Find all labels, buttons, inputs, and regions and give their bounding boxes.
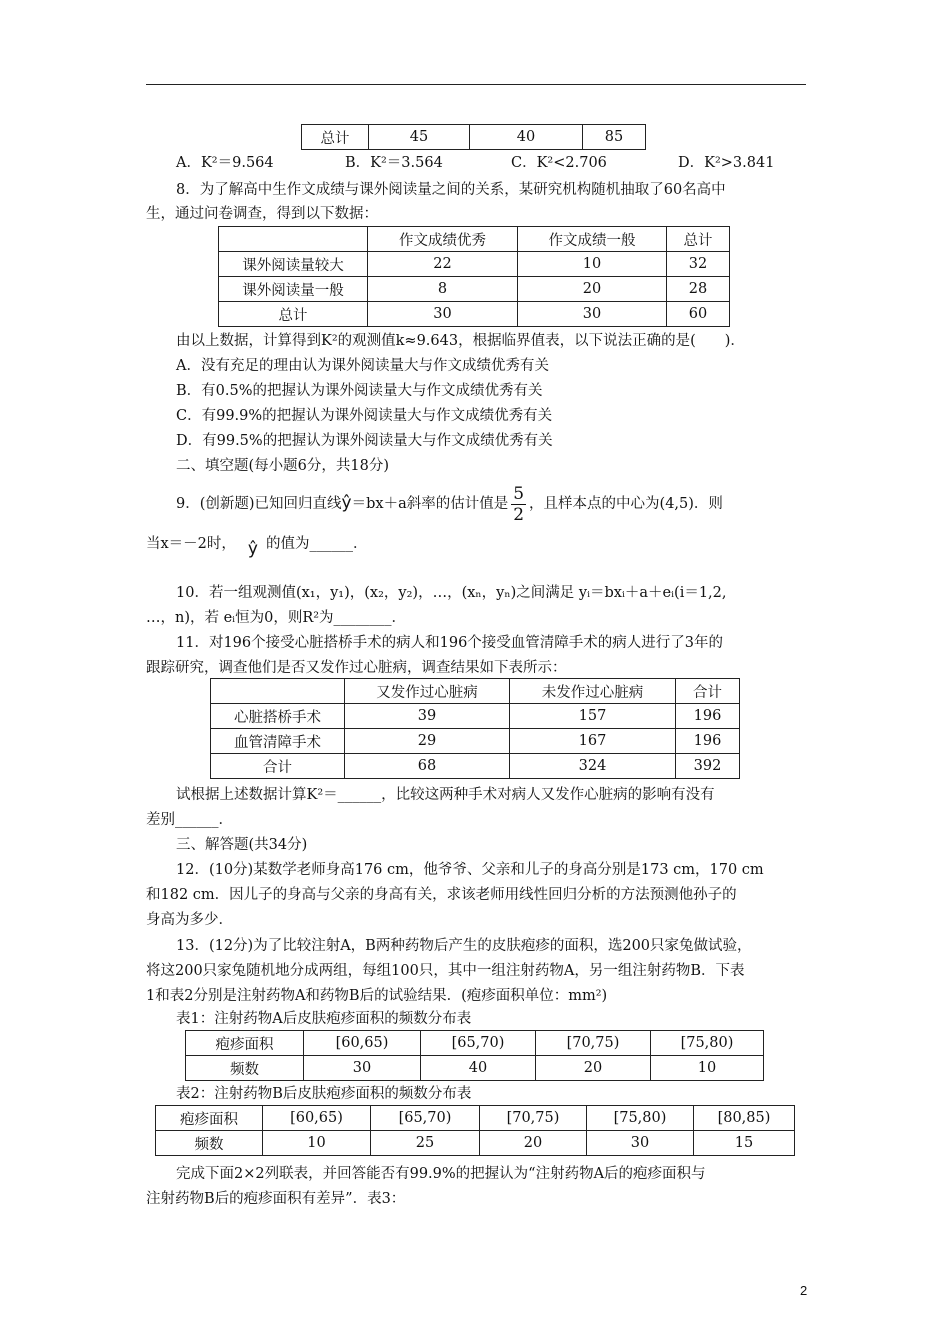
table-cell: 20 bbox=[480, 1131, 587, 1156]
q13-table1 bbox=[185, 1030, 764, 1081]
table-cell bbox=[211, 679, 345, 704]
table-cell: 196 bbox=[676, 729, 740, 754]
y-hat-symbol: ŷ bbox=[341, 493, 352, 513]
q9-text: 9．(创新题)已知回归直线 bbox=[176, 496, 342, 512]
q13-table2 bbox=[155, 1105, 795, 1156]
q7-option-c: C．K²<2.706 bbox=[511, 155, 607, 171]
q9-text: ，且样本点的中心为(4,5)．则 bbox=[529, 496, 723, 512]
q9-line2 bbox=[146, 532, 368, 559]
table-cell: 85 bbox=[583, 125, 646, 150]
table-cell: 30 bbox=[368, 302, 518, 327]
table-cell: 合计 bbox=[211, 754, 345, 779]
table-row bbox=[156, 1106, 795, 1131]
table-cell: 15 bbox=[694, 1131, 795, 1156]
fraction-denominator: 2 bbox=[513, 504, 525, 525]
header-rule bbox=[146, 84, 806, 85]
table-row bbox=[211, 729, 740, 754]
q10-line1: 10．若一组观测值(x₁，y₁)，(x₂，y₂)，…，(xₙ，yₙ)之间满足 yᵢ＝bxᵢ＋a＋eᵢ(i＝1,2, bbox=[176, 585, 727, 601]
table-cell: 又发作过心脏病 bbox=[345, 679, 510, 704]
table-cell: 10 bbox=[651, 1056, 764, 1081]
table-cell: 324 bbox=[510, 754, 676, 779]
fraction bbox=[511, 484, 526, 525]
table-cell: 157 bbox=[510, 704, 676, 729]
table-cell: [65,70) bbox=[371, 1106, 480, 1131]
q8-option-d: D．有99.5%的把握认为课外阅读量大与作文成绩优秀有关 bbox=[176, 433, 553, 449]
table-cell: [60,65) bbox=[304, 1031, 421, 1056]
section-heading-fill-in: 二、填空题(每小题6分，共18分) bbox=[176, 458, 389, 474]
table-row bbox=[156, 1131, 795, 1156]
table-row bbox=[219, 277, 730, 302]
table-cell bbox=[219, 227, 368, 252]
table-cell: 心脏搭桥手术 bbox=[211, 704, 345, 729]
table-cell: 60 bbox=[667, 302, 730, 327]
table-cell: 196 bbox=[676, 704, 740, 729]
table-cell: 总计 bbox=[219, 302, 368, 327]
q13-task-line1: 完成下面2×2列联表，并回答能否有99.9%的把握认为“注射药物A后的疱疹面积与 bbox=[176, 1166, 706, 1182]
table-cell: [70,75) bbox=[480, 1106, 587, 1131]
q11-table bbox=[210, 678, 740, 779]
q8-option-c: C．有99.9%的把握认为课外阅读量大与作文成绩优秀有关 bbox=[176, 408, 553, 424]
table-cell: 45 bbox=[369, 125, 470, 150]
q11-question-cont: 差别______． bbox=[146, 812, 233, 828]
table-cell: 疱疹面积 bbox=[156, 1106, 263, 1131]
table-cell: 血管清障手术 bbox=[211, 729, 345, 754]
table-row bbox=[211, 679, 740, 704]
q12-line1: 12．(10分)某数学老师身高176 cm，他爷爷、父亲和儿子的身高分别是173 cm，170 cm bbox=[176, 862, 764, 878]
table-row bbox=[219, 227, 730, 252]
table-cell: 作文成绩优秀 bbox=[368, 227, 518, 252]
y-hat-symbol: ŷ bbox=[247, 539, 258, 559]
table-cell: 25 bbox=[371, 1131, 480, 1156]
table-cell: 课外阅读量一般 bbox=[219, 277, 368, 302]
table-cell: 392 bbox=[676, 754, 740, 779]
table-cell: 29 bbox=[345, 729, 510, 754]
table2-caption: 表2：注射药物B后皮肤疱疹面积的频数分布表 bbox=[176, 1086, 472, 1102]
q9-line1 bbox=[176, 483, 723, 525]
q8-line1: 8．为了解高中生作文成绩与课外阅读量之间的关系，某研究机构随机抽取了60名高中 bbox=[176, 182, 726, 198]
table-cell: 30 bbox=[587, 1131, 694, 1156]
q7-option-a: A．K²＝9.564 bbox=[176, 155, 274, 171]
q8-conclusion: 由以上数据，计算得到K²的观测值k≈9.643，根据临界值表，以下说法正确的是( )． bbox=[176, 333, 745, 349]
table-cell: 40 bbox=[470, 125, 583, 150]
fraction-numerator: 5 bbox=[513, 483, 525, 504]
q12-line2: 和182 cm．因儿子的身高与父亲的身高有关，求该老师用线性回归分析的方法预测他孙子的 bbox=[146, 887, 737, 903]
table-cell: 20 bbox=[518, 277, 667, 302]
table-cell: 疱疹面积 bbox=[186, 1031, 304, 1056]
table-cell: 22 bbox=[368, 252, 518, 277]
q7-option-b: B．K²＝3.564 bbox=[345, 155, 443, 171]
table-cell: 30 bbox=[304, 1056, 421, 1081]
table-cell: 课外阅读量较大 bbox=[219, 252, 368, 277]
q8-line2: 生，通过问卷调查，得到以下数据： bbox=[146, 206, 378, 222]
q11-line2: 跟踪研究，调查他们是否又发作过心脏病，调查结果如下表所示： bbox=[146, 660, 567, 676]
table-cell: [75,80) bbox=[651, 1031, 764, 1056]
table-row bbox=[219, 252, 730, 277]
q10-line2: …，n)，若 eᵢ恒为0，则R²为________． bbox=[146, 610, 407, 626]
table-cell: [80,85) bbox=[694, 1106, 795, 1131]
q9-text: ＝bx＋a斜率的估计值是 bbox=[351, 496, 509, 512]
q11-question: 试根据上述数据计算K²＝______，比较这两种手术对病人又发作心脏病的影响有没有 bbox=[176, 787, 715, 803]
top-summary-table bbox=[301, 124, 646, 150]
table-row bbox=[186, 1031, 764, 1056]
table-cell: 总计 bbox=[302, 125, 369, 150]
q13-line3: 1和表2分别是注射药物A和药物B后的试验结果．(疱疹面积单位：mm²) bbox=[146, 988, 608, 1004]
table-cell: 作文成绩一般 bbox=[518, 227, 667, 252]
table-cell: 10 bbox=[518, 252, 667, 277]
table-cell: [75,80) bbox=[587, 1106, 694, 1131]
table-cell: 10 bbox=[263, 1131, 371, 1156]
q13-line2: 将这200只家兔随机地分成两组，每组100只，其中一组注射药物A，另一组注射药物B．下表 bbox=[146, 963, 745, 979]
table-cell: [65,70) bbox=[421, 1031, 536, 1056]
table-cell: 未发作过心脏病 bbox=[510, 679, 676, 704]
table-cell: 20 bbox=[536, 1056, 651, 1081]
q8-table bbox=[218, 226, 730, 327]
q13-task-line2: 注射药物B后的疱疹面积有差异”．表3： bbox=[146, 1191, 406, 1207]
table-cell: 总计 bbox=[667, 227, 730, 252]
table-row bbox=[219, 302, 730, 327]
table-row bbox=[186, 1056, 764, 1081]
table-cell: 28 bbox=[667, 277, 730, 302]
q9-text: 的值为______． bbox=[265, 536, 368, 552]
table-cell: 39 bbox=[345, 704, 510, 729]
table-cell: 频数 bbox=[156, 1131, 263, 1156]
table-cell: [60,65) bbox=[263, 1106, 371, 1131]
q13-line1: 13．(12分)为了比较注射A，B两种药物后产生的皮肤疱疹的面积，选200只家兔做试验， bbox=[176, 938, 752, 954]
q11-line1: 11．对196个接受心脏搭桥手术的病人和196个接受血管清障手术的病人进行了3年的 bbox=[176, 635, 724, 651]
q12-line3: 身高为多少． bbox=[146, 912, 233, 928]
section-heading-solutions: 三、解答题(共34分) bbox=[176, 837, 308, 853]
table1-caption: 表1：注射药物A后皮肤疱疹面积的频数分布表 bbox=[176, 1011, 472, 1027]
table-cell: 32 bbox=[667, 252, 730, 277]
table-cell: 频数 bbox=[186, 1056, 304, 1081]
table-cell: [70,75) bbox=[536, 1031, 651, 1056]
table-cell: 合计 bbox=[676, 679, 740, 704]
table-cell: 40 bbox=[421, 1056, 536, 1081]
table-cell: 30 bbox=[518, 302, 667, 327]
table-cell: 68 bbox=[345, 754, 510, 779]
table-row bbox=[211, 754, 740, 779]
table-cell: 8 bbox=[368, 277, 518, 302]
q9-text: 当x＝－2时， bbox=[146, 536, 236, 552]
q8-option-b: B．有0.5%的把握认为课外阅读量大与作文成绩优秀有关 bbox=[176, 383, 543, 399]
table-cell: 167 bbox=[510, 729, 676, 754]
q8-option-a: A．没有充足的理由认为课外阅读量大与作文成绩优秀有关 bbox=[176, 358, 549, 374]
q7-option-d: D．K²>3.841 bbox=[678, 155, 775, 171]
page-number: 2 bbox=[800, 1283, 808, 1298]
table-row bbox=[211, 704, 740, 729]
